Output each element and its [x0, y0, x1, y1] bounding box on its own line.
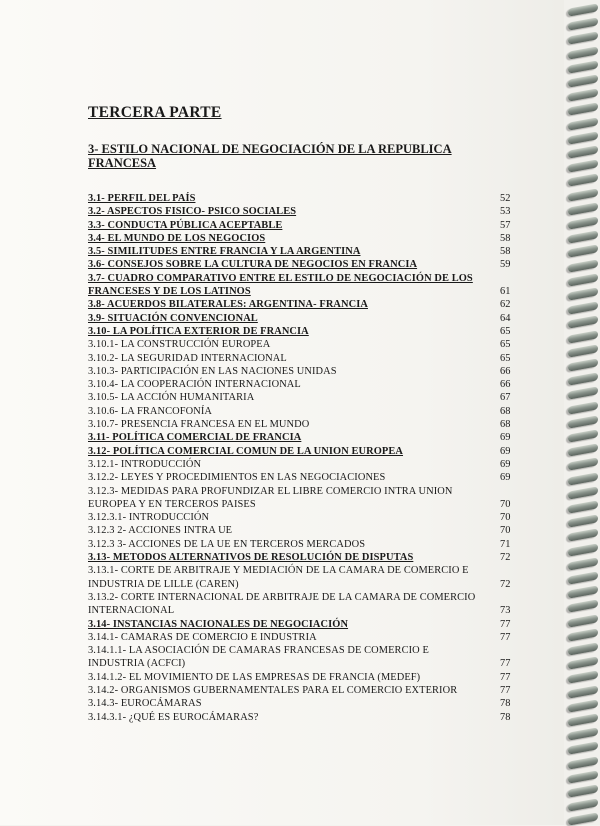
toc-entry — [88, 405, 518, 418]
part-title: TERCERA PARTE — [88, 104, 222, 121]
toc-entry — [88, 524, 518, 537]
toc-entry-page: 70 — [500, 525, 511, 537]
toc-entry-page: 69 — [500, 445, 511, 457]
toc-entry-page: 72 — [500, 552, 511, 564]
binding-coil — [568, 429, 598, 442]
binding-coil — [568, 145, 598, 158]
toc-entry-page: 71 — [500, 538, 511, 550]
toc-entry-title: 3.6- CONSEJOS SOBRE LA CULTURA DE NEGOCIOS EN FRANCIA — [88, 259, 418, 271]
toc-entry-title: 3.13- METODOS ALTERNATIVOS DE RESOLUCIÓN DE DISPUTAS — [88, 552, 414, 564]
binding-coil — [568, 458, 598, 471]
binding-coil — [568, 74, 598, 87]
toc-entry-title: 3.12.3.1- INTRODUCCIÓN — [88, 512, 210, 524]
binding-coil — [568, 231, 598, 244]
toc-entry-title: 3.12.3- MEDIDAS PARA PROFUNDIZAR EL LIBRE COMERCIO INTRA UNION EUROPEA Y EN TERCEROS PAISES — [88, 485, 453, 510]
binding-coil — [568, 287, 598, 300]
binding-coil — [568, 642, 598, 655]
binding-coil — [568, 799, 598, 812]
toc-entry — [88, 458, 518, 471]
toc-entry-page: 67 — [500, 392, 511, 404]
toc-entry — [88, 391, 518, 404]
toc-entry-page: 72 — [500, 578, 511, 590]
toc-entry-title: 3.14.2- ORGANISMOS GUBERNAMENTALES PARA EL COMERCIO EXTERIOR — [88, 684, 458, 696]
binding-coil — [568, 728, 598, 741]
toc-entry-page: 78 — [500, 711, 511, 723]
toc-entry — [88, 272, 518, 299]
toc-entry-title: 3.12.2- LEYES Y PROCEDIMIENTOS EN LAS NEGOCIACIONES — [88, 472, 386, 484]
binding-coil — [568, 770, 598, 783]
toc-entry — [88, 232, 518, 245]
binding-coil — [568, 784, 598, 797]
toc-entry-title: 3.12.1- INTRODUCCIÓN — [88, 458, 202, 470]
toc-entry-title: 3.10- LA POLÍTICA EXTERIOR DE FRANCIA — [88, 325, 309, 337]
section-title: 3- ESTILO NACIONAL DE NEGOCIACIÓN DE LA REPUBLICA FRANCESA — [88, 142, 452, 170]
toc-entry-page: 59 — [500, 259, 511, 271]
binding-coil — [568, 444, 598, 457]
toc-entry-page: 62 — [500, 299, 511, 311]
binding-coil — [568, 657, 598, 670]
binding-coil — [568, 600, 598, 613]
toc-entry — [88, 631, 518, 644]
toc-entry-page: 53 — [500, 206, 511, 218]
toc-entry-page: 70 — [500, 512, 511, 524]
binding-coil — [568, 273, 598, 286]
toc-entry — [88, 245, 518, 258]
toc-entry-title: 3.1- PERFIL DEL PAÍS — [88, 193, 196, 204]
toc-entry — [88, 618, 518, 631]
toc-entry-page: 77 — [500, 671, 511, 683]
toc-entry — [88, 684, 518, 697]
toc-entry-title: 3.14.1.1- LA ASOCIACIÓN DE CAMARAS FRANCESAS DE COMERCIO E INDUSTRIA (ACFCI) — [88, 645, 429, 670]
binding-coil — [568, 472, 598, 485]
toc-entry-page: 68 — [500, 419, 511, 431]
binding-coil — [568, 543, 598, 556]
binding-coil — [568, 713, 598, 726]
toc-content — [88, 104, 518, 724]
toc-entry-title: 3.10.5- LA ACCIÓN HUMANITARIA — [88, 392, 255, 404]
toc-entry-page: 69 — [500, 472, 511, 484]
toc-entry — [88, 365, 518, 378]
toc-entry-page: 65 — [500, 325, 511, 337]
toc-entry-title: 3.10.1- LA CONSTRUCCIÓN EUROPEA — [88, 339, 271, 351]
binding-coil — [568, 699, 598, 712]
toc-entry-title: 3.14.1- CAMARAS DE COMERCIO E INDUSTRIA — [88, 631, 317, 643]
toc-entry-title: 3.2- ASPECTOS FISICO- PSICO SOCIALES — [88, 206, 297, 218]
toc-entry-title: 3.14.3.1- ¿QUÉ ES EUROCÁMARAS? — [88, 711, 259, 723]
binding-coil — [568, 486, 598, 499]
toc-entry-title: 3.9- SITUACIÓN CONVENCIONAL — [88, 312, 258, 324]
toc-entry-title: 3.10.3- PARTICIPACIÓN EN LAS NACIONES UNIDAS — [88, 365, 337, 377]
toc-entry — [88, 511, 518, 524]
toc-entry-page: 70 — [500, 498, 511, 510]
binding-coil — [568, 685, 598, 698]
toc-entry — [88, 298, 518, 311]
toc-entry-page: 77 — [500, 658, 511, 670]
toc-entry — [88, 431, 518, 444]
binding-coil — [568, 316, 598, 329]
toc-entry-title: 3.8- ACUERDOS BILATERALES: ARGENTINA- FRANCIA — [88, 299, 368, 311]
toc-entry — [88, 205, 518, 218]
toc-entry-title: 3.12- POLÍTICA COMERCIAL COMUN DE LA UNION EUROPEA — [88, 445, 404, 457]
toc-entry — [88, 591, 518, 618]
toc-entry — [88, 538, 518, 551]
toc-entry-page: 73 — [500, 605, 511, 617]
toc-entry-page: 77 — [500, 631, 511, 643]
binding-coil — [568, 245, 598, 258]
toc-entry — [88, 711, 518, 724]
binding-coil — [568, 813, 598, 826]
toc-entry-page: 61 — [500, 286, 511, 298]
binding-coil — [568, 89, 598, 102]
binding-coil — [568, 586, 598, 599]
binding-coil — [568, 415, 598, 428]
toc-entry-page: 64 — [500, 312, 511, 324]
binding-coil — [568, 671, 598, 684]
toc-entry-page: 66 — [500, 379, 511, 391]
binding-coil — [568, 529, 598, 542]
toc-entry — [88, 192, 518, 205]
binding-coil — [568, 373, 598, 386]
toc-entry-title: 3.5- SIMILITUDES ENTRE FRANCIA Y LA ARGENTINA — [88, 246, 361, 258]
toc-entry — [88, 219, 518, 232]
toc-entry-page: 58 — [500, 246, 511, 258]
toc-entry — [88, 671, 518, 684]
toc-entry — [88, 485, 518, 512]
toc-entry-title: 3.7- CUADRO COMPARATIVO ENTRE EL ESTILO DE NEGOCIACIÓN DE LOS FRANCESES Y DE LOS LATINOS — [88, 272, 473, 298]
toc-entry-page: 52 — [500, 193, 511, 204]
toc-entry-page: 78 — [500, 698, 511, 710]
toc-entry-page: 69 — [500, 432, 511, 444]
binding-coil — [568, 500, 598, 513]
toc-entry — [88, 644, 518, 671]
binding-coil — [568, 131, 598, 144]
binding-coil — [568, 344, 598, 357]
binding-coil — [568, 387, 598, 400]
binding-coil — [568, 756, 598, 769]
toc-entry-title: 3.4- EL MUNDO DE LOS NEGOCIOS — [88, 232, 266, 244]
toc-entry-title: 3.10.4- LA COOPERACIÓN INTERNACIONAL — [88, 379, 301, 391]
toc-entry — [88, 697, 518, 710]
binding-coil — [568, 216, 598, 229]
toc-entry-page: 77 — [500, 618, 511, 630]
binding-coil — [568, 614, 598, 627]
toc-entry-title: 3.13.2- CORTE INTERNACIONAL DE ARBITRAJE DE LA CAMARA DE COMERCIO INTERNACIONAL — [88, 591, 476, 617]
toc-entry — [88, 551, 518, 564]
binding-coil — [568, 3, 598, 16]
binding-coil — [568, 358, 598, 371]
spiral-binding — [564, 0, 600, 825]
toc-entry-page: 65 — [500, 352, 511, 364]
binding-coil — [568, 628, 598, 641]
toc-entry-page: 57 — [500, 219, 511, 231]
toc-entry-page: 65 — [500, 339, 511, 351]
toc-entry — [88, 338, 518, 351]
toc-entry — [88, 564, 518, 591]
toc-entry-title: 3.10.2- LA SEGURIDAD INTERNACIONAL — [88, 352, 287, 364]
toc-entry — [88, 352, 518, 365]
toc-entry — [88, 471, 518, 484]
toc-entry-page: 69 — [500, 458, 511, 470]
table-of-contents — [88, 192, 518, 724]
binding-coil — [568, 46, 598, 59]
binding-coil — [568, 160, 598, 173]
toc-entry-title: 3.10.7- PRESENCIA FRANCESA EN EL MUNDO — [88, 419, 310, 431]
toc-entry — [88, 378, 518, 391]
toc-entry-title: 3.14- INSTANCIAS NACIONALES DE NEGOCIACIÓN — [88, 618, 349, 630]
toc-entry-title: 3.11- POLÍTICA COMERCIAL DE FRANCIA — [88, 432, 302, 444]
binding-coil — [568, 188, 598, 201]
toc-entry-page: 68 — [500, 405, 511, 417]
binding-coil — [568, 18, 598, 31]
binding-coil — [568, 103, 598, 116]
binding-coil — [568, 515, 598, 528]
toc-entry-title: 3.12.3 2- ACCIONES INTRA UE — [88, 525, 233, 537]
binding-coil — [568, 202, 598, 215]
binding-coil — [568, 330, 598, 343]
toc-entry — [88, 312, 518, 325]
toc-entry — [88, 418, 518, 431]
toc-entry-page: 66 — [500, 365, 511, 377]
binding-coil — [568, 259, 598, 272]
toc-entry-page: 58 — [500, 232, 511, 244]
toc-entry-title: 3.10.6- LA FRANCOFONÍA — [88, 405, 213, 417]
toc-entry-title: 3.12.3 3- ACCIONES DE LA UE EN TERCEROS MERCADOS — [88, 538, 366, 550]
binding-coil — [568, 557, 598, 570]
toc-entry-page: 77 — [500, 684, 511, 696]
binding-coil — [568, 32, 598, 45]
binding-coil — [568, 117, 598, 130]
toc-entry — [88, 258, 518, 271]
binding-coil — [568, 401, 598, 414]
toc-entry-title: 3.14.3- EUROCÁMARAS — [88, 698, 202, 710]
toc-entry — [88, 445, 518, 458]
binding-coil — [568, 742, 598, 755]
binding-coil — [568, 60, 598, 73]
binding-coil — [568, 302, 598, 315]
toc-entry-title: 3.14.1.2- EL MOVIMIENTO DE LAS EMPRESAS DE FRANCIA (MEDEF) — [88, 671, 421, 683]
toc-entry — [88, 325, 518, 338]
toc-entry-title: 3.13.1- CORTE DE ARBITRAJE Y MEDIACIÓN DE LA CAMARA DE COMERCIO E INDUSTRIA DE LILLE (CAREN) — [88, 565, 469, 590]
binding-coil — [568, 571, 598, 584]
binding-coil — [568, 174, 598, 187]
toc-entry-title: 3.3- CONDUCTA PÚBLICA ACEPTABLE — [88, 219, 283, 231]
